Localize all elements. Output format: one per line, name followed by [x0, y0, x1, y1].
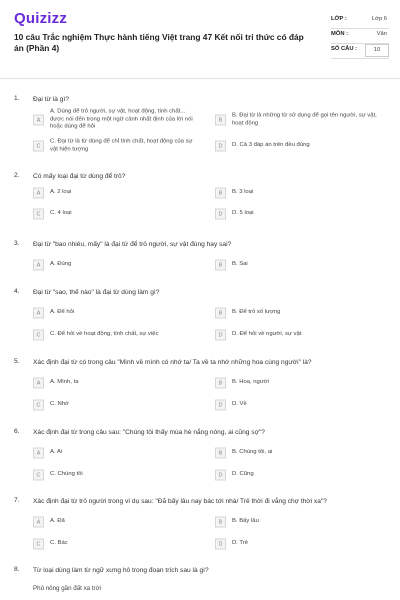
option-c[interactable] [33, 207, 203, 221]
option-text: C. Để hỏi về hoạt động, tính chất, sự việc [50, 331, 159, 338]
option-letter: C [33, 330, 44, 341]
option-d[interactable] [215, 207, 385, 221]
question-number: 4. [14, 288, 20, 295]
meta-value: Lớp 6 [371, 16, 387, 22]
option-text: C. Đại từ là từ dùng để chỉ tính chất, hoạt động của sự vật hiện tượng [50, 138, 193, 152]
option-a[interactable] [33, 376, 203, 390]
option-text: C. 4 loại [50, 210, 72, 217]
question-text: Từ loại dùng làm từ ngữ xưng hô trong đoạn trích sau là gì? [33, 567, 209, 574]
excerpt-text: Phủ nông gần đất xa trời [33, 585, 102, 592]
option-d[interactable] [215, 137, 390, 155]
option-d[interactable] [215, 398, 385, 412]
option-letter: A [33, 115, 44, 126]
question-text: Đại từ là gì? [33, 96, 69, 103]
meta-label: MÔN : [331, 31, 349, 37]
meta-row-class [331, 14, 389, 29]
question-number: 7. [14, 497, 20, 504]
page-title: 10 câu Trắc nghiệm Thực hành tiếng Việt trang 47 Kết nối tri thức có đáp án (Phần 4) [14, 32, 304, 53]
question-number: 2. [14, 172, 20, 179]
option-text: A. Đã [50, 518, 65, 525]
option-letter: A [33, 448, 44, 459]
option-c[interactable] [33, 468, 203, 482]
option-letter: C [33, 539, 44, 550]
option-text: D. 5 loại [232, 210, 254, 217]
option-a[interactable] [33, 105, 203, 135]
option-text: D. Để hỏi về người, sự vật [232, 331, 302, 338]
option-text: B. Để trỏ số lượng [232, 309, 281, 316]
option-c[interactable] [33, 537, 203, 551]
option-text: A. Mình, ta [50, 379, 79, 386]
option-text: C. Bác [50, 540, 68, 547]
option-letter: A [33, 378, 44, 389]
option-letter: B [215, 308, 226, 319]
option-c[interactable] [33, 328, 203, 342]
option-letter: D [215, 330, 226, 341]
option-text: A. Ai [50, 449, 63, 456]
question-text: Xác định đại từ trỏ người trong ví dụ sau: "Đã bấy lâu nay bác tới nhà/ Trẻ thời đi vắng chợ thời xa"? [33, 498, 327, 505]
quizizz-logo: Quizizz [14, 10, 68, 27]
question-text: Đại từ "bao nhiêu, mấy" là đại từ để trỏ người, sự vật đúng hay sai? [33, 241, 232, 248]
option-text: B. Sai [232, 261, 248, 268]
option-c[interactable] [33, 398, 203, 412]
option-letter: A [33, 517, 44, 528]
option-text: D. Cũng [232, 471, 254, 478]
option-text: D. Về [232, 401, 247, 408]
meta-value: Văn [376, 31, 387, 37]
option-letter: B [215, 448, 226, 459]
option-d[interactable] [215, 328, 385, 342]
option-letter: A [33, 260, 44, 271]
question-number: 1. [14, 95, 20, 102]
option-b[interactable] [215, 306, 385, 320]
meta-label: LỚP : [331, 16, 347, 22]
option-text: C. Chúng tôi [50, 471, 83, 478]
option-b[interactable] [215, 258, 385, 272]
meta-row-question-count [331, 44, 389, 59]
option-a[interactable] [33, 258, 203, 272]
option-letter: B [215, 517, 226, 528]
option-text: B. Bấy lâu [232, 518, 259, 525]
header-divider [0, 78, 400, 79]
question-text: Có mấy loại đại từ dùng để trỏ? [33, 173, 126, 180]
option-letter: D [215, 400, 226, 411]
option-letter: C [33, 209, 44, 220]
option-letter: C [33, 470, 44, 481]
option-b[interactable] [215, 186, 385, 200]
option-text: D. Trẻ [232, 540, 249, 547]
question-number: 6. [14, 428, 20, 435]
option-letter: D [215, 539, 226, 550]
question-number: 3. [14, 240, 20, 247]
option-b[interactable] [215, 446, 385, 460]
option-b[interactable] [215, 105, 390, 135]
option-text: B. Hoa, người [232, 379, 269, 386]
option-a[interactable] [33, 446, 203, 460]
option-text: D. Cả 3 đáp án trên đều đúng [232, 142, 310, 149]
option-text: B. 3 loại [232, 189, 254, 196]
option-a[interactable] [33, 306, 203, 320]
option-letter: B [215, 378, 226, 389]
option-a[interactable] [33, 186, 203, 200]
meta-row-subject [331, 29, 389, 44]
option-letter: B [215, 188, 226, 199]
question-text: Xác định đại từ trong câu sau: "Chúng tôi thấy mùa hè nắng nóng, ai cũng sợ"? [33, 429, 265, 436]
option-d[interactable] [215, 468, 385, 482]
option-letter: D [215, 209, 226, 220]
option-text: A. Đúng [50, 261, 72, 268]
question-number: 8. [14, 566, 20, 573]
option-b[interactable] [215, 515, 385, 529]
option-text: A. Để hỏi [50, 309, 75, 316]
option-letter: C [33, 141, 44, 152]
option-b[interactable] [215, 376, 385, 390]
question-text: Đại từ "sao, thế nào" là đại từ dùng làm gì? [33, 289, 160, 296]
meta-box [331, 14, 389, 59]
option-text: B. Chúng tôi, ai [232, 449, 273, 456]
option-text: B. Đại từ là những từ sử dụng để gọi tên người, sự vật, hoạt động [232, 112, 377, 126]
option-a[interactable] [33, 515, 203, 529]
meta-value: 10 [365, 44, 389, 57]
option-letter: A [33, 188, 44, 199]
option-text: A. Dùng để trỏ người, sự vật, hoạt động, tính chất... được nói đến trong một ngữ cảnh nhất định của lời nói hoặc dùng để hỏi [50, 108, 193, 130]
option-c[interactable] [33, 137, 203, 155]
header [0, 0, 400, 70]
option-d[interactable] [215, 537, 385, 551]
option-letter: D [215, 141, 226, 152]
meta-label: SỐ CÂU : [331, 46, 358, 52]
option-letter: B [215, 260, 226, 271]
option-letter: C [33, 400, 44, 411]
option-letter: D [215, 470, 226, 481]
question-text: Xác định đại từ có trong câu "Mình về mình có nhớ ta/ Ta về ta nhớ những hoa cùng người" là? [33, 359, 312, 366]
option-text: A. 2 loại [50, 189, 72, 196]
option-text: C. Nhớ [50, 401, 69, 408]
option-letter: A [33, 308, 44, 319]
question-number: 5. [14, 358, 20, 365]
option-letter: B [215, 115, 226, 126]
